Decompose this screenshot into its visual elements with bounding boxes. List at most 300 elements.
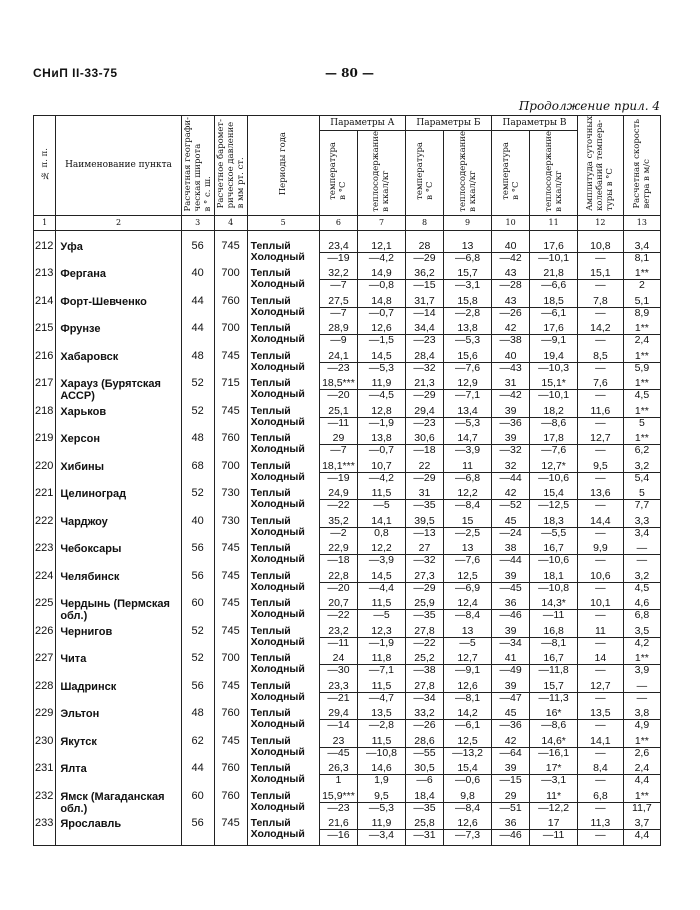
column-index-cell: 13	[623, 215, 660, 230]
heat-a-cell	[358, 461, 406, 489]
heat-v-cold: —6,1	[541, 306, 567, 319]
pressure-value: 760	[214, 791, 247, 819]
pressure-value: 730	[214, 516, 247, 544]
temp-b-warm: 31	[406, 488, 443, 500]
period-cell	[247, 543, 319, 571]
temp-v-warm: 39	[492, 763, 529, 775]
wind-warm: 1**	[624, 736, 660, 748]
amplitude-cold: —	[595, 636, 606, 649]
wind-warm: —	[624, 543, 660, 555]
heat-b-cold: —8,1	[455, 691, 481, 704]
period-cold: Холодный	[250, 333, 305, 346]
heat-b-warm: 13,8	[444, 323, 491, 335]
period-warm: Теплый	[250, 598, 291, 610]
temp-v-cell	[491, 433, 529, 461]
table-row	[34, 488, 661, 516]
temp-v-cold: —26	[499, 306, 522, 319]
period-cell	[247, 241, 319, 269]
period-warm: Теплый	[250, 460, 291, 472]
row-number: 227	[34, 653, 56, 681]
heat-a-warm: 11,5	[358, 736, 405, 748]
pressure-value: 745	[214, 241, 247, 269]
column-index-cell: 12	[578, 215, 624, 230]
wind-warm: 3,3	[624, 516, 660, 528]
pressure-value: 745	[214, 598, 247, 626]
heat-a-warm: 12,1	[358, 241, 405, 253]
temp-v-warm: 38	[492, 543, 529, 555]
temp-b-cell	[405, 626, 443, 654]
heat-b-cell	[444, 516, 492, 544]
column-index-cell: 9	[444, 215, 492, 230]
pressure-value: 745	[214, 351, 247, 379]
heat-a-warm: 9,5	[358, 791, 405, 803]
temp-a-cell	[319, 543, 357, 571]
heat-v-cold: —5,5	[541, 526, 567, 539]
temp-v-cell	[491, 241, 529, 269]
heat-b-warm: 13	[444, 626, 491, 638]
temp-v-warm: 31	[492, 378, 529, 390]
temp-b-warm: 27	[406, 543, 443, 555]
place-name: Фергана	[56, 268, 181, 296]
heat-a-cell	[358, 488, 406, 516]
col-group-a: Параметры А	[319, 116, 405, 131]
wind-cold: 3,9	[634, 664, 650, 677]
heat-a-cold: 1,9	[374, 774, 389, 787]
temp-b-warm: 27,8	[406, 681, 443, 693]
amplitude-cell	[578, 268, 624, 296]
period-cell	[247, 626, 319, 654]
temp-v-cold: —51	[499, 801, 522, 814]
table-row	[34, 351, 661, 379]
temp-v-cell	[491, 791, 529, 819]
heat-v-warm: 17,8	[530, 433, 577, 445]
temp-v-cell	[491, 653, 529, 681]
heat-a-cold: —3,9	[368, 554, 395, 567]
wind-warm: 1**	[624, 433, 660, 445]
temp-b-cold: —15	[413, 279, 436, 292]
wind-warm: 3,2	[624, 571, 660, 583]
temp-v-warm: 39	[492, 433, 529, 445]
heat-b-cell	[444, 598, 492, 626]
place-name: Уфа	[56, 241, 181, 269]
latitude-value: 52	[181, 406, 214, 434]
heat-b-warm: 13	[444, 241, 491, 253]
temp-b-cold: —29	[413, 389, 436, 402]
heat-a-cell	[358, 351, 406, 379]
pressure-value: 760	[214, 296, 247, 324]
temp-b-warm: 28,6	[406, 736, 443, 748]
period-cold: Холодный	[250, 278, 305, 291]
climate-parameters-table	[33, 115, 661, 846]
table-row	[34, 543, 661, 571]
temp-v-cell	[491, 268, 529, 296]
temp-b-cell	[405, 433, 443, 461]
heat-a-warm: 14,1	[358, 516, 405, 528]
amplitude-warm: 8,4	[578, 763, 623, 775]
heat-v-warm: 14,3*	[530, 598, 577, 610]
temp-a-cell	[319, 598, 357, 626]
amplitude-cold: —	[595, 499, 606, 512]
pressure-value: 715	[214, 378, 247, 406]
wind-cold: 5,4	[634, 471, 650, 484]
wind-cold: 5	[638, 416, 645, 429]
heat-b-cell	[444, 296, 492, 324]
heat-v-warm: 16*	[530, 708, 577, 720]
temp-b-cold: —29	[413, 251, 436, 264]
period-warm: Теплый	[250, 790, 291, 802]
amplitude-cell	[578, 818, 624, 846]
col-header-amplitude: Амплитуда суточных колебаний темпера- туры в °С	[578, 116, 624, 216]
heat-b-warm: 12,7	[444, 653, 491, 665]
place-name: Ялта	[56, 763, 181, 791]
heat-a-cold: —5	[373, 609, 390, 622]
latitude-value: 60	[181, 598, 214, 626]
period-warm: Теплый	[250, 543, 291, 555]
temp-v-cell	[491, 763, 529, 791]
column-index-cell: 11	[530, 215, 578, 230]
wind-cell	[623, 571, 660, 599]
amplitude-cell	[578, 406, 624, 434]
temp-b-cell	[405, 653, 443, 681]
heat-b-warm: 9,8	[444, 791, 491, 803]
temp-v-cold: —42	[499, 389, 522, 402]
amplitude-cold: —	[595, 829, 606, 842]
heat-a-cold: —4,5	[368, 389, 395, 402]
amplitude-cold: —	[595, 306, 606, 319]
period-cold: Холодный	[250, 690, 305, 703]
temp-b-warm: 25,8	[406, 818, 443, 830]
pressure-value: 745	[214, 681, 247, 709]
temp-v-cell	[491, 708, 529, 736]
period-warm: Теплый	[250, 268, 291, 280]
heat-v-cell	[530, 708, 578, 736]
latitude-value: 56	[181, 818, 214, 846]
col-header-heat-v: теплосодержание в ккал/кг	[530, 131, 578, 216]
row-number: 219	[34, 433, 56, 461]
wind-cold: 8,9	[634, 306, 650, 319]
amplitude-cell	[578, 488, 624, 516]
place-name: Фрунзе	[56, 323, 181, 351]
heat-a-cell	[358, 433, 406, 461]
heat-b-cold: —3,1	[455, 279, 481, 292]
temp-v-cell	[491, 351, 529, 379]
temp-b-cold: —23	[413, 334, 436, 347]
latitude-value: 52	[181, 488, 214, 516]
temp-b-warm: 36,2	[406, 268, 443, 280]
period-cold: Холодный	[250, 800, 305, 813]
heat-b-cell	[444, 818, 492, 846]
heat-v-warm: 18,3	[530, 516, 577, 528]
temp-v-cold: —43	[499, 361, 522, 374]
pressure-value: 700	[214, 323, 247, 351]
temp-v-warm: 39	[492, 626, 529, 638]
heat-a-cell	[358, 406, 406, 434]
heat-v-cold: —7,6	[541, 444, 567, 457]
amplitude-warm: 10,6	[578, 571, 623, 583]
wind-cold: 8,1	[634, 251, 650, 264]
heat-v-cell	[530, 461, 578, 489]
heat-v-warm: 16,8	[530, 626, 577, 638]
period-cell	[247, 461, 319, 489]
temp-v-cold: —46	[499, 609, 522, 622]
temp-b-cell	[405, 488, 443, 516]
temp-b-warm: 34,4	[406, 323, 443, 335]
wind-cell	[623, 791, 660, 819]
heat-b-cold: —6,1	[455, 719, 481, 732]
temp-v-warm: 40	[492, 351, 529, 363]
temp-a-warm: 23	[320, 736, 357, 748]
temp-a-warm: 22,8	[320, 571, 357, 583]
temp-a-warm: 29,4	[320, 708, 357, 720]
wind-warm: 4,6	[624, 598, 660, 610]
temp-a-cold: —23	[327, 361, 350, 374]
wind-cold: 4,4	[634, 829, 650, 842]
latitude-value: 44	[181, 296, 214, 324]
latitude-value: 52	[181, 653, 214, 681]
temp-a-cell	[319, 571, 357, 599]
temp-a-warm: 20,7	[320, 598, 357, 610]
temp-a-cell	[319, 626, 357, 654]
heat-b-cold: —8,4	[455, 609, 481, 622]
temp-a-cold: —14	[327, 719, 350, 732]
heat-b-warm: 15,4	[444, 763, 491, 775]
period-cell	[247, 736, 319, 764]
wind-cold: —	[636, 554, 648, 567]
place-name: Форт-Шевченко	[56, 296, 181, 324]
row-number: 225	[34, 598, 56, 626]
temp-v-cold: —38	[499, 334, 522, 347]
heat-b-cell	[444, 543, 492, 571]
latitude-value: 40	[181, 268, 214, 296]
temp-v-cell	[491, 626, 529, 654]
row-number: 223	[34, 543, 56, 571]
amplitude-cell	[578, 681, 624, 709]
heat-v-cell	[530, 406, 578, 434]
table-row	[34, 516, 661, 544]
temp-b-cold: —23	[413, 416, 436, 429]
heat-b-cold: —13,2	[452, 746, 484, 759]
heat-b-cell	[444, 626, 492, 654]
heat-b-cold: —5,3	[455, 334, 481, 347]
amplitude-warm: 14,4	[578, 516, 623, 528]
col-header-pressure: Расчетное баромет- рическое давление в мм рт. ст.	[214, 116, 247, 216]
heat-a-warm: 12,8	[358, 406, 405, 418]
place-name: Чита	[56, 653, 181, 681]
heat-a-cell	[358, 241, 406, 269]
heat-b-warm: 12,6	[444, 818, 491, 830]
wind-cell	[623, 241, 660, 269]
temp-b-warm: 31,7	[406, 296, 443, 308]
heat-b-warm: 12,2	[444, 488, 491, 500]
period-warm: Теплый	[250, 433, 291, 445]
column-index-row	[34, 215, 661, 230]
wind-cold: 6,8	[634, 609, 650, 622]
heat-a-cold: —1,9	[368, 636, 395, 649]
temp-v-cell	[491, 818, 529, 846]
column-index-cell: 2	[56, 215, 181, 230]
heat-b-cell	[444, 736, 492, 764]
wind-warm: 2,4	[624, 763, 660, 775]
heat-a-cell	[358, 268, 406, 296]
temp-b-cell	[405, 708, 443, 736]
temp-b-cold: —26	[413, 719, 436, 732]
heat-v-cell	[530, 818, 578, 846]
column-index-cell: 6	[319, 215, 357, 230]
amplitude-cell	[578, 763, 624, 791]
heat-a-cold: —1,5	[368, 334, 395, 347]
heat-b-cold: —8,4	[455, 499, 481, 512]
temp-v-warm: 40	[492, 241, 529, 253]
place-name: Харауз (Бурятская АССР)	[56, 378, 181, 406]
continuation-note: Продолжение прил. 4	[518, 99, 660, 113]
period-warm: Теплый	[250, 680, 291, 692]
heat-a-cold: —5,3	[368, 361, 395, 374]
period-cold: Холодный	[250, 828, 305, 841]
wind-cell	[623, 296, 660, 324]
temp-v-cold: —64	[499, 746, 522, 759]
temp-a-cold: —18	[327, 554, 350, 567]
period-cold: Холодный	[250, 635, 305, 648]
heat-v-cold: —10,6	[538, 554, 570, 567]
wind-cold: 2,6	[634, 746, 650, 759]
col-header-temp-v: температура в °С	[491, 131, 529, 216]
heat-v-cell	[530, 516, 578, 544]
place-name: Чердынь (Пермская обл.)	[56, 598, 181, 626]
column-index-cell: 1	[34, 215, 56, 230]
heat-v-warm: 17*	[530, 763, 577, 775]
col-header-heat-b: теплосодержание в ккал/кг	[444, 131, 492, 216]
wind-warm: 1**	[624, 406, 660, 418]
heat-v-warm: 15,4	[530, 488, 577, 500]
wind-warm: 3,7	[624, 818, 660, 830]
temp-b-cell	[405, 763, 443, 791]
temp-b-cold: —32	[413, 554, 436, 567]
latitude-value: 44	[181, 323, 214, 351]
period-cell	[247, 296, 319, 324]
wind-cell	[623, 681, 660, 709]
place-name: Якутск	[56, 736, 181, 764]
heat-a-warm: 14,8	[358, 296, 405, 308]
period-warm: Теплый	[250, 708, 291, 720]
heat-a-cold: —1,9	[368, 416, 395, 429]
wind-cold: 7,7	[634, 499, 650, 512]
temp-a-cold: —23	[327, 801, 350, 814]
period-cell	[247, 323, 319, 351]
period-cell	[247, 571, 319, 599]
wind-warm: 1**	[624, 378, 660, 390]
heat-a-cold: —5,3	[368, 801, 395, 814]
amplitude-warm: 9,5	[578, 461, 623, 473]
wind-cold: 2,4	[634, 334, 650, 347]
row-number: 213	[34, 268, 56, 296]
temp-a-warm: 24,9	[320, 488, 357, 500]
amplitude-cold: —	[595, 444, 606, 457]
row-number: 218	[34, 406, 56, 434]
temp-b-cold: —38	[413, 664, 436, 677]
temp-b-cell	[405, 268, 443, 296]
row-number: 226	[34, 626, 56, 654]
heat-b-cold: —7,6	[455, 554, 481, 567]
temp-b-warm: 39,5	[406, 516, 443, 528]
amplitude-warm: 12,7	[578, 681, 623, 693]
amplitude-cell	[578, 516, 624, 544]
heat-b-cell	[444, 406, 492, 434]
period-warm: Теплый	[250, 763, 291, 775]
column-index-cell: 4	[214, 215, 247, 230]
temp-v-cold: —44	[499, 554, 522, 567]
period-cold: Холодный	[250, 360, 305, 373]
temp-a-warm: 27,5	[320, 296, 357, 308]
heat-a-warm: 12,2	[358, 543, 405, 555]
temp-a-cold: —11	[327, 416, 350, 429]
row-number: 230	[34, 736, 56, 764]
pressure-value: 730	[214, 488, 247, 516]
wind-cold: 4,5	[634, 389, 650, 402]
temp-b-warm: 33,2	[406, 708, 443, 720]
heat-b-cold: —0,6	[455, 774, 481, 787]
period-cold: Холодный	[250, 443, 305, 456]
period-cold: Холодный	[250, 388, 305, 401]
heat-b-warm: 12,4	[444, 598, 491, 610]
amplitude-cold: —	[595, 416, 606, 429]
temp-a-cold: —19	[327, 471, 350, 484]
temp-b-cell	[405, 791, 443, 819]
period-cell	[247, 708, 319, 736]
wind-cell	[623, 323, 660, 351]
temp-v-warm: 32	[492, 461, 529, 473]
temp-b-cell	[405, 516, 443, 544]
heat-a-cold: —5	[373, 499, 390, 512]
pressure-value: 745	[214, 543, 247, 571]
place-name: Шадринск	[56, 681, 181, 709]
table-row	[34, 571, 661, 599]
amplitude-cell	[578, 433, 624, 461]
temp-a-cold: —45	[327, 746, 350, 759]
heat-a-cold: —7,1	[368, 664, 395, 677]
heat-b-cold: —7,6	[455, 361, 481, 374]
heat-v-cell	[530, 653, 578, 681]
temp-a-cell	[319, 433, 357, 461]
heat-b-cold: —2,5	[455, 526, 481, 539]
heat-v-cell	[530, 323, 578, 351]
period-cold: Холодный	[250, 580, 305, 593]
table-row	[34, 653, 661, 681]
temp-a-cold: —22	[327, 609, 350, 622]
temp-a-cold: —7	[330, 279, 347, 292]
heat-b-cell	[444, 268, 492, 296]
place-name: Челябинск	[56, 571, 181, 599]
temp-a-cold: —7	[330, 444, 347, 457]
period-cold: Холодный	[250, 608, 305, 621]
col-header-period: Периоды года	[247, 116, 319, 216]
period-cold: Холодный	[250, 718, 305, 731]
amplitude-cell	[578, 323, 624, 351]
amplitude-cold: —	[595, 471, 606, 484]
period-warm: Теплый	[250, 295, 291, 307]
period-warm: Теплый	[250, 818, 291, 830]
amplitude-cold: —	[595, 251, 606, 264]
row-number: 229	[34, 708, 56, 736]
temp-b-cold: —35	[413, 801, 436, 814]
period-cold: Холодный	[250, 470, 305, 483]
col-header-temp-b: температура в °С	[405, 131, 443, 216]
amplitude-cell	[578, 241, 624, 269]
period-warm: Теплый	[250, 350, 291, 362]
heat-v-cell	[530, 433, 578, 461]
heat-a-warm: 10,7	[358, 461, 405, 473]
heat-v-cold: —11,8	[538, 664, 569, 677]
temp-b-cell	[405, 241, 443, 269]
